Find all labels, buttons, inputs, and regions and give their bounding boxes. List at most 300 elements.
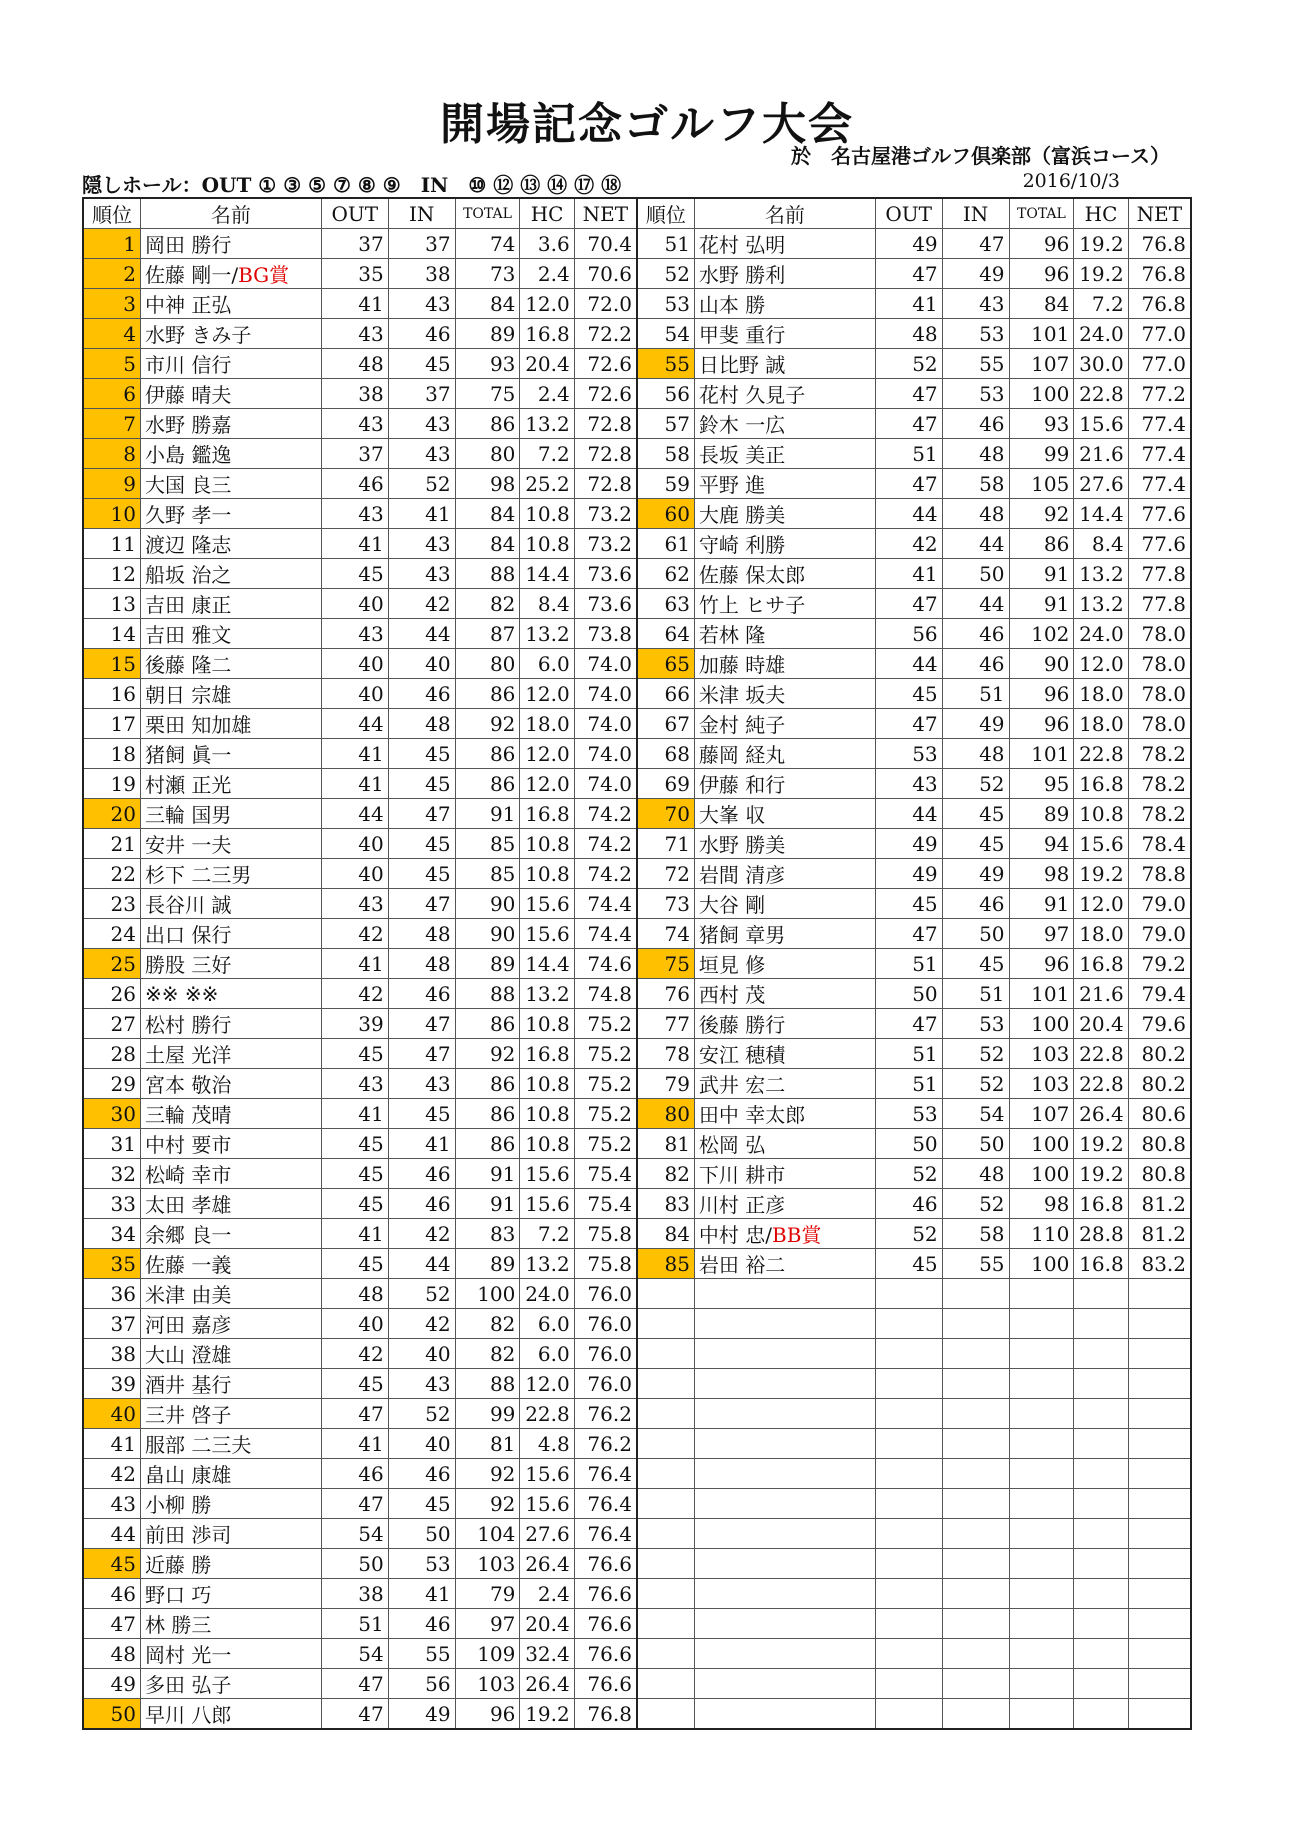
handicap: 18.0 (1074, 919, 1128, 949)
handicap: 19.2 (1074, 1129, 1128, 1159)
rank-cell: 18 (83, 739, 140, 769)
player-name (140, 1429, 321, 1459)
header-name: 名前 (140, 198, 321, 229)
player-name-text: 猪飼 眞一 (144, 743, 232, 767)
out-score: 46 (321, 1459, 388, 1489)
in-score: 47 (388, 799, 455, 829)
empty-cell (875, 1609, 942, 1639)
table-row (83, 1429, 1191, 1459)
out-score: 41 (875, 559, 942, 589)
net-score: 77.8 (1128, 589, 1191, 619)
total-score: 100 (1009, 1129, 1074, 1159)
empty-cell (1128, 1609, 1191, 1639)
handicap: 12.0 (1074, 649, 1128, 679)
player-name (140, 739, 321, 769)
empty-cell (1074, 1489, 1128, 1519)
player-name (694, 469, 875, 499)
player-name (694, 799, 875, 829)
player-name-text: 安井 一夫 (144, 833, 232, 857)
out-score: 56 (875, 619, 942, 649)
handicap: 6.0 (520, 649, 574, 679)
player-name (694, 529, 875, 559)
table-row (83, 1489, 1191, 1519)
rank-cell: 76 (637, 979, 694, 1009)
out-score: 47 (875, 379, 942, 409)
empty-cell (637, 1549, 694, 1579)
net-score: 79.0 (1128, 889, 1191, 919)
in-score: 42 (388, 589, 455, 619)
handicap: 16.8 (520, 319, 574, 349)
rank-cell: 66 (637, 679, 694, 709)
out-score: 43 (321, 889, 388, 919)
out-score: 44 (875, 499, 942, 529)
empty-cell (942, 1339, 1009, 1369)
in-score: 44 (942, 589, 1009, 619)
empty-cell (875, 1369, 942, 1399)
rank-cell: 26 (83, 979, 140, 1009)
in-score: 40 (388, 1339, 455, 1369)
player-name (140, 1609, 321, 1639)
handicap: 12.0 (520, 679, 574, 709)
player-name (140, 619, 321, 649)
empty-cell (637, 1369, 694, 1399)
table-row (83, 289, 1191, 319)
player-name (694, 1189, 875, 1219)
handicap: 3.6 (520, 229, 574, 259)
player-name-text: 大山 澄雄 (144, 1343, 232, 1367)
table-row (83, 229, 1191, 259)
empty-cell (1074, 1549, 1128, 1579)
out-score: 38 (321, 379, 388, 409)
total-score: 102 (1009, 619, 1074, 649)
player-name-text: 松崎 幸市 (144, 1163, 232, 1187)
empty-cell (875, 1579, 942, 1609)
empty-cell (942, 1279, 1009, 1309)
out-score: 37 (321, 439, 388, 469)
empty-cell (942, 1669, 1009, 1699)
net-score: 73.2 (574, 529, 637, 559)
in-score: 46 (942, 409, 1009, 439)
total-score: 100 (1009, 1159, 1074, 1189)
player-name (694, 349, 875, 379)
in-score: 44 (388, 1249, 455, 1279)
net-score: 78.0 (1128, 619, 1191, 649)
empty-cell (942, 1639, 1009, 1669)
handicap: 16.8 (1074, 949, 1128, 979)
out-score: 46 (321, 469, 388, 499)
in-score: 43 (388, 409, 455, 439)
net-score: 78.0 (1128, 679, 1191, 709)
out-score: 44 (875, 649, 942, 679)
player-name-text: 朝日 宗雄 (144, 683, 232, 707)
player-name (140, 1579, 321, 1609)
in-score: 37 (388, 379, 455, 409)
total-score: 85 (455, 829, 520, 859)
player-name (694, 1039, 875, 1069)
total-score: 104 (455, 1519, 520, 1549)
net-score: 74.0 (574, 679, 637, 709)
in-score: 48 (942, 499, 1009, 529)
handicap: 16.8 (520, 799, 574, 829)
in-score: 41 (388, 499, 455, 529)
in-score: 45 (388, 1489, 455, 1519)
net-score: 76.4 (574, 1489, 637, 1519)
out-score: 49 (875, 859, 942, 889)
table-row (83, 1249, 1191, 1279)
player-name (140, 1249, 321, 1279)
out-score: 42 (321, 919, 388, 949)
table-row (83, 1099, 1191, 1129)
rank-cell: 47 (83, 1609, 140, 1639)
player-name (694, 1249, 875, 1279)
table-row (83, 1639, 1191, 1669)
out-score: 51 (875, 1039, 942, 1069)
player-name-text: 岡村 光一 (144, 1643, 232, 1667)
player-name (140, 769, 321, 799)
empty-cell (694, 1489, 875, 1519)
player-name (140, 709, 321, 739)
player-name (694, 439, 875, 469)
out-score: 47 (875, 589, 942, 619)
empty-cell (694, 1579, 875, 1609)
handicap: 20.4 (520, 349, 574, 379)
total-score: 91 (1009, 889, 1074, 919)
in-score: 43 (388, 289, 455, 319)
out-score: 43 (321, 409, 388, 439)
table-row (83, 709, 1191, 739)
handicap: 21.6 (1074, 979, 1128, 1009)
player-name-text: 佐藤 剛一/ (144, 263, 239, 287)
handicap: 15.6 (1074, 409, 1128, 439)
player-name-text: 水野 きみ子 (144, 323, 252, 347)
player-name-text: 伊藤 和行 (698, 773, 786, 797)
total-score: 99 (1009, 439, 1074, 469)
handicap: 12.0 (520, 289, 574, 319)
total-score: 84 (455, 289, 520, 319)
net-score: 72.8 (574, 409, 637, 439)
total-score: 75 (455, 379, 520, 409)
rank-cell: 25 (83, 949, 140, 979)
net-score: 76.0 (574, 1339, 637, 1369)
empty-cell (1009, 1399, 1074, 1429)
rank-cell: 44 (83, 1519, 140, 1549)
rank-cell: 61 (637, 529, 694, 559)
empty-cell (694, 1279, 875, 1309)
player-name (694, 559, 875, 589)
player-name-text: 岩田 裕二 (698, 1253, 786, 1277)
rank-cell: 9 (83, 469, 140, 499)
empty-cell (1128, 1369, 1191, 1399)
handicap: 28.8 (1074, 1219, 1128, 1249)
handicap: 13.2 (1074, 589, 1128, 619)
net-score: 75.4 (574, 1189, 637, 1219)
out-score: 37 (321, 229, 388, 259)
player-name-text: 吉田 雅文 (144, 623, 232, 647)
net-score: 75.2 (574, 1039, 637, 1069)
rank-cell: 40 (83, 1399, 140, 1429)
empty-cell (637, 1579, 694, 1609)
table-row (83, 319, 1191, 349)
player-name-text: 後藤 隆二 (144, 653, 232, 677)
player-name (694, 409, 875, 439)
player-name (140, 1009, 321, 1039)
out-score: 47 (875, 919, 942, 949)
out-score: 47 (321, 1489, 388, 1519)
rank-cell: 56 (637, 379, 694, 409)
empty-cell (1128, 1519, 1191, 1549)
total-score: 86 (455, 769, 520, 799)
results-table (82, 197, 1192, 1730)
out-score: 43 (321, 319, 388, 349)
player-name-text: 松村 勝行 (144, 1013, 232, 1037)
net-score: 74.0 (574, 709, 637, 739)
empty-cell (694, 1339, 875, 1369)
out-score: 53 (875, 1099, 942, 1129)
total-score: 86 (455, 409, 520, 439)
rank-cell: 67 (637, 709, 694, 739)
empty-cell (875, 1519, 942, 1549)
out-score: 52 (875, 1219, 942, 1249)
player-name-text: 太田 孝雄 (144, 1193, 232, 1217)
in-score: 55 (942, 349, 1009, 379)
player-name-text: 金村 純子 (698, 713, 786, 737)
in-score: 47 (388, 1039, 455, 1069)
page-title: 開場記念ゴルフ大会 (440, 99, 854, 150)
table-row (83, 259, 1191, 289)
rank-cell: 34 (83, 1219, 140, 1249)
player-name (140, 1639, 321, 1669)
net-score: 76.6 (574, 1639, 637, 1669)
handicap: 24.0 (1074, 319, 1128, 349)
out-score: 45 (875, 889, 942, 919)
rank-cell: 53 (637, 289, 694, 319)
player-name-text: 前田 渉司 (144, 1523, 232, 1547)
empty-cell (875, 1489, 942, 1519)
empty-cell (1009, 1429, 1074, 1459)
handicap: 8.4 (1074, 529, 1128, 559)
handicap: 6.0 (520, 1339, 574, 1369)
total-score: 82 (455, 1309, 520, 1339)
player-name (140, 1459, 321, 1489)
player-name-text: 下川 耕市 (698, 1163, 786, 1187)
handicap: 10.8 (1074, 799, 1128, 829)
in-score: 51 (942, 979, 1009, 1009)
total-score: 91 (455, 799, 520, 829)
in-score: 52 (388, 1399, 455, 1429)
net-score: 73.2 (574, 499, 637, 529)
handicap: 10.8 (520, 1129, 574, 1159)
player-name-text: 水野 勝美 (698, 833, 786, 857)
empty-cell (1128, 1639, 1191, 1669)
handicap: 8.4 (520, 589, 574, 619)
empty-cell (637, 1699, 694, 1730)
in-score: 52 (942, 769, 1009, 799)
net-score: 77.6 (1128, 529, 1191, 559)
in-score: 47 (388, 889, 455, 919)
table-row (83, 349, 1191, 379)
net-score: 79.2 (1128, 949, 1191, 979)
total-score: 96 (455, 1699, 520, 1730)
in-score: 50 (942, 919, 1009, 949)
table-row (83, 379, 1191, 409)
in-score: 48 (388, 919, 455, 949)
empty-cell (637, 1399, 694, 1429)
player-name-text: 宮本 敬治 (144, 1073, 232, 1097)
total-score: 100 (455, 1279, 520, 1309)
net-score: 80.8 (1128, 1159, 1191, 1189)
rank-cell: 84 (637, 1219, 694, 1249)
total-score: 87 (455, 619, 520, 649)
empty-cell (1074, 1459, 1128, 1489)
rank-cell: 68 (637, 739, 694, 769)
in-score: 45 (388, 769, 455, 799)
total-score: 86 (455, 739, 520, 769)
in-score: 46 (388, 979, 455, 1009)
rank-cell: 16 (83, 679, 140, 709)
in-score: 45 (388, 859, 455, 889)
total-score: 107 (1009, 1099, 1074, 1129)
out-score: 47 (875, 1009, 942, 1039)
header-out: OUT (321, 198, 388, 229)
player-name-text: 河田 嘉彦 (144, 1313, 232, 1337)
out-score: 41 (321, 289, 388, 319)
award-label: BB賞 (772, 1223, 822, 1247)
table-row (83, 1309, 1191, 1339)
out-score: 41 (321, 1219, 388, 1249)
handicap: 15.6 (520, 1189, 574, 1219)
in-score: 45 (942, 949, 1009, 979)
empty-cell (1009, 1549, 1074, 1579)
player-name-text: 長坂 美正 (698, 443, 786, 467)
in-score: 46 (388, 1159, 455, 1189)
out-score: 45 (321, 559, 388, 589)
handicap: 14.4 (1074, 499, 1128, 529)
handicap: 19.2 (1074, 229, 1128, 259)
empty-cell (1074, 1579, 1128, 1609)
in-score: 52 (942, 1039, 1009, 1069)
table-row (83, 469, 1191, 499)
player-name (694, 859, 875, 889)
handicap: 13.2 (520, 1249, 574, 1279)
table-row (83, 1699, 1191, 1730)
in-score: 47 (942, 229, 1009, 259)
table-row (83, 1459, 1191, 1489)
total-score: 88 (455, 1369, 520, 1399)
total-score: 82 (455, 589, 520, 619)
player-name (694, 1099, 875, 1129)
out-score: 41 (321, 529, 388, 559)
rank-cell: 80 (637, 1099, 694, 1129)
rank-cell: 15 (83, 649, 140, 679)
handicap: 20.4 (1074, 1009, 1128, 1039)
net-score: 79.0 (1128, 919, 1191, 949)
out-score: 51 (875, 439, 942, 469)
in-score: 44 (942, 529, 1009, 559)
player-name-text: 山本 勝 (698, 293, 766, 317)
player-name (140, 679, 321, 709)
total-score: 103 (455, 1549, 520, 1579)
player-name (140, 1189, 321, 1219)
out-score: 42 (321, 1339, 388, 1369)
player-name (140, 1519, 321, 1549)
total-score: 86 (455, 1069, 520, 1099)
player-name-text: 花村 弘明 (698, 233, 786, 257)
player-name (694, 1159, 875, 1189)
player-name (140, 319, 321, 349)
net-score: 76.0 (574, 1369, 637, 1399)
handicap: 19.2 (1074, 259, 1128, 289)
handicap: 22.8 (1074, 1039, 1128, 1069)
out-score: 39 (321, 1009, 388, 1039)
player-name (694, 1219, 875, 1249)
player-name (694, 499, 875, 529)
net-score: 73.6 (574, 589, 637, 619)
empty-cell (942, 1489, 1009, 1519)
total-score: 100 (1009, 379, 1074, 409)
total-score: 79 (455, 1579, 520, 1609)
net-score: 76.6 (574, 1669, 637, 1699)
player-name (140, 1279, 321, 1309)
rank-cell: 49 (83, 1669, 140, 1699)
empty-cell (1128, 1489, 1191, 1519)
player-name-text: 中村 忠/ (698, 1223, 773, 1247)
net-score: 74.4 (574, 919, 637, 949)
rank-cell: 58 (637, 439, 694, 469)
table-row (83, 619, 1191, 649)
player-name-text: 加藤 時雄 (698, 653, 786, 677)
player-name (140, 1159, 321, 1189)
total-score: 99 (455, 1399, 520, 1429)
out-score: 41 (321, 1099, 388, 1129)
player-name (694, 1069, 875, 1099)
player-name (140, 589, 321, 619)
rank-cell: 12 (83, 559, 140, 589)
in-score: 43 (388, 1069, 455, 1099)
total-score: 101 (1009, 979, 1074, 1009)
empty-cell (637, 1639, 694, 1669)
rank-cell: 85 (637, 1249, 694, 1279)
handicap: 25.2 (520, 469, 574, 499)
player-name-text: 野口 巧 (144, 1583, 212, 1607)
rank-cell: 69 (637, 769, 694, 799)
handicap: 7.2 (520, 439, 574, 469)
player-name (694, 1009, 875, 1039)
in-score: 48 (942, 439, 1009, 469)
handicap: 19.2 (520, 1699, 574, 1730)
out-score: 45 (321, 1159, 388, 1189)
rank-cell: 72 (637, 859, 694, 889)
handicap: 21.6 (1074, 439, 1128, 469)
empty-cell (1009, 1309, 1074, 1339)
in-score: 40 (388, 649, 455, 679)
net-score: 76.8 (1128, 259, 1191, 289)
empty-cell (875, 1309, 942, 1339)
net-score: 79.4 (1128, 979, 1191, 1009)
net-score: 77.6 (1128, 499, 1191, 529)
out-score: 45 (321, 1189, 388, 1219)
total-score: 86 (1009, 529, 1074, 559)
out-score: 44 (321, 799, 388, 829)
total-score: 86 (455, 1009, 520, 1039)
out-score: 41 (875, 289, 942, 319)
net-score: 80.6 (1128, 1099, 1191, 1129)
total-score: 73 (455, 259, 520, 289)
rank-cell: 77 (637, 1009, 694, 1039)
in-score: 55 (942, 1249, 1009, 1279)
table-row (83, 769, 1191, 799)
handicap: 32.4 (520, 1639, 574, 1669)
out-score: 47 (321, 1699, 388, 1730)
